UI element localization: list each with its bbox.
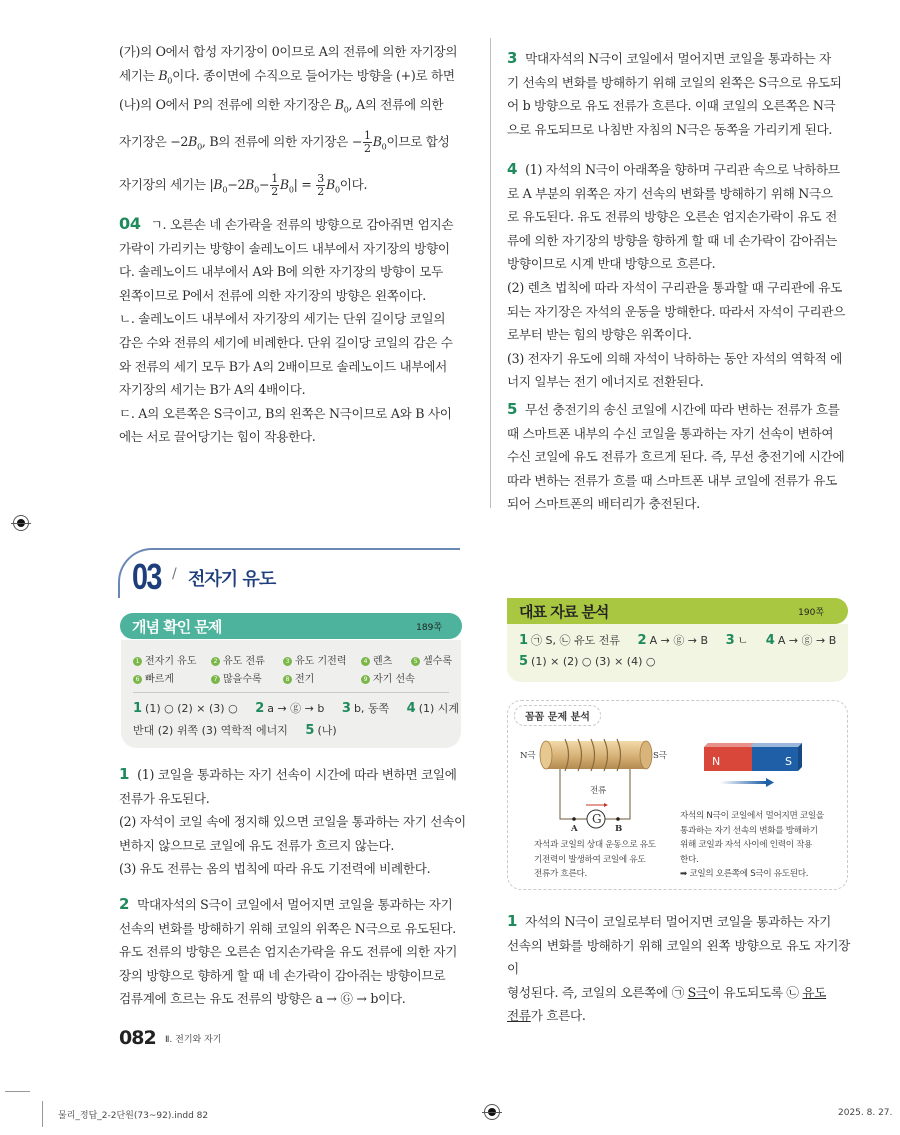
text-line: 왼쪽이므로 P에서 전류에 의한 자기장의 방향은 왼쪽이다. — [119, 287, 427, 303]
text-line: 04 ㄱ. 오른손 네 손가락을 전류의 방향으로 감아쥐면 엄지손 — [119, 214, 454, 233]
text-line: 선속의 변화를 방해하기 위해 코일의 왼쪽 방향으로 유도 자기장이 — [507, 937, 850, 977]
text-line: 전류가 유도된다. — [119, 790, 210, 806]
fraction: $\frac{3}{2}$ — [317, 171, 324, 198]
point-b-label: B — [615, 824, 622, 834]
registration-mark-bottom — [484, 1104, 500, 1120]
keyword-item: 5 셀수록 — [411, 652, 452, 667]
rep-answer-line-1: 1 ㉠ S, ㉡ 유도 전류 2 A → ⓖ → B 3 ㄴ 4 A → ⓖ → B — [519, 633, 837, 648]
text-line: 세기는 $B_0$이다. 종이면에 수직으로 들어가는 방향을 (+)로 하면 — [119, 67, 455, 86]
section-slash: / — [172, 566, 177, 582]
text-line: (2) 자석이 코일 속에 정지해 있으면 코일을 통과하는 자기 선속이 — [119, 814, 466, 830]
text-line: 5 무선 충전기의 송신 코일에 시간에 따라 변하는 전류가 흐를 — [507, 400, 840, 418]
text-line: 와 전류의 세기 모두 B가 A의 2배이므로 솔레노이드 내부에서 — [119, 358, 447, 374]
column-divider — [490, 38, 491, 508]
answer-2-bottom — [119, 893, 473, 1011]
text-line: 자기장은 $-2B_0$, B의 전류에 의한 자기장은 − $\frac{1}{2}$ $B_0$이므로 합성 — [119, 128, 450, 155]
coil-right-pole-label: S극 — [653, 751, 667, 761]
text-line: 류에 의한 자기장의 방향을 향하게 할 때 네 손가락이 감아쥐는 — [507, 232, 837, 248]
question-number: 1 — [507, 912, 518, 930]
text-line: 방향이므로 시계 반대 방향으로 흐른다. — [507, 256, 716, 272]
answer-04 — [119, 212, 473, 449]
left-caption: 자석과 코일의 상대 운동으로 유도 기전력이 발생하여 코일에 유도 전류가 흐른다. — [534, 840, 656, 879]
slug-filename: 물리_정답_2-2단원(73~92).indd 82 — [58, 1111, 209, 1121]
text-line: 어 b 방향으로 유도 전류가 흐른다. 이때 코일의 오른쪽은 N극 — [507, 98, 836, 114]
registration-mark-left — [13, 515, 29, 531]
slug-date: 2025. 8. 27. — [838, 1108, 893, 1118]
concept-check-box — [121, 640, 461, 748]
text-line: 1 (1) 코일을 통과하는 자기 선속이 시간에 따라 변하면 코일에 — [119, 765, 457, 783]
coil-left-pole-label: N극 — [520, 751, 536, 761]
text-line: ㄴ. 솔레노이드 내부에서 자기장의 세기는 단위 길이당 코일의 — [119, 311, 446, 327]
text-line: 4 (1) 자석의 N극이 아래쪽을 향하며 구리관 속으로 낙하하므 — [507, 160, 840, 178]
text-line: 으로 유도되므로 나침반 자침의 N극은 동쪽을 가리키게 된다. — [507, 121, 833, 137]
crop-mark-vertical — [42, 1101, 43, 1127]
current-label: 전류 — [590, 786, 607, 796]
top-left-paragraph — [119, 40, 473, 202]
text-line: ㄷ. A의 오른쪽은 S극이고, B의 왼쪽은 N극이므로 A와 B 사이 — [119, 405, 452, 421]
answer-1-bottom — [119, 763, 473, 881]
text-line: 변하지 않으므로 코일에 유도 전류가 흐르지 않는다. — [119, 837, 395, 853]
text-line: (3) 유도 전류는 옴의 법칙에 따라 유도 기전력에 비례한다. — [119, 861, 431, 877]
text-line: 유도 전류의 방향은 오른손 엄지손가락을 유도 전류에 의한 자기 — [119, 944, 458, 960]
keyword-row-2 — [133, 670, 453, 684]
text-line: 가락이 가리키는 방향이 솔레노이드 내부에서 자기장의 방향이 — [119, 240, 450, 256]
right-caption: 자석의 N극이 코일에서 멀어지면 코일을 통과하는 자기 선속의 변화를 방해하기 위해 코일과 자석 사이에 인력이 작용 한다. ➡ 코일의 오른쪽에 S극이 유도된다. — [680, 811, 824, 879]
keyword-item: 9 자기 선속 — [361, 670, 415, 685]
text-line: 너지 일부는 전기 에너지로 전환된다. — [507, 374, 704, 390]
problem-analysis-label: 꼼꼼 문제 분석 — [514, 705, 601, 726]
text-line: 1 자석의 N극이 코일로부터 멀어지면 코일을 통과하는 자기 — [507, 912, 831, 930]
point-a-label: A — [571, 824, 578, 834]
magnet-s-label: S — [785, 755, 792, 768]
question-number: 2 — [119, 895, 130, 913]
rep-data-page: 190쪽 — [798, 608, 824, 618]
text-line: 장의 방향으로 향하게 할 때 네 손가락이 감아쥐는 방향이므로 — [119, 967, 446, 983]
question-number: 3 — [507, 49, 518, 67]
text-line: 선속의 변화를 방해하기 위해 코일의 위쪽은 N극으로 유도된다. — [119, 920, 456, 936]
concept-check-title: 개념 확인 문제 — [132, 618, 222, 636]
chapter-label: Ⅱ. 전기와 자기 — [165, 1035, 222, 1045]
keyword-item: 7 많을수록 — [211, 670, 262, 685]
question-number: 04 — [119, 214, 141, 233]
answer-key-line-1: 1 (1) ○ (2) × (3) ○ 2 a → ⓖ → b 3 b, 동쪽 4 (1) 시계 — [133, 701, 460, 716]
page-number: 082 — [119, 1027, 156, 1049]
keyword-item: 1 전자기 유도 — [133, 652, 196, 667]
text-line: 3 막대자석의 N극이 코일에서 멀어지면 코일을 통과하는 자 — [507, 49, 831, 67]
keyword-item: 2 유도 전류 — [211, 652, 265, 667]
answer-5-top — [507, 398, 850, 516]
keyword-item: 4 렌츠 — [361, 652, 392, 667]
keyword-item: 3 유도 기전력 — [283, 652, 346, 667]
text-line: 2 막대자석의 S극이 코일에서 멀어지면 코일을 통과하는 자기 — [119, 895, 453, 913]
rep-data-title: 대표 자료 분석 — [519, 603, 609, 621]
text-line: (나)의 O에서 P의 전류에 의한 자기장은 $B_0$, A의 전류에 의한 — [119, 96, 444, 115]
crop-mark-horizontal — [5, 1091, 30, 1092]
rep-data-header — [507, 598, 848, 624]
text-line: 검류계에 흐르는 유도 전류의 방향은 a → Ⓖ → b이다. — [119, 991, 406, 1007]
text-line: 되어 스마트폰의 배터리가 충전된다. — [507, 496, 700, 512]
text-line: (2) 렌츠 법칙에 따라 자석이 구리관을 통과할 때 구리관에 유도 — [507, 279, 843, 295]
text-line: 수신 코일에 유도 전류가 흐르게 된다. 즉, 무선 충전기에 시간에 — [507, 449, 845, 465]
answer-1-rep — [507, 910, 850, 1028]
text-line: 기 선속의 변화를 방해하기 위해 코일의 왼쪽은 S극으로 유도되 — [507, 74, 842, 90]
section-title: 전자기 유도 — [188, 569, 276, 590]
text-line: 로 유도된다. 유도 전류의 방향은 오른손 엄지손가락이 유도 전 — [507, 209, 837, 225]
text-line: 되는 자기장은 자석의 운동을 방해한다. 따라서 자석이 구리관으 — [507, 303, 846, 319]
fraction: $\frac{1}{2}$ — [364, 128, 371, 155]
concept-check-header — [120, 613, 462, 639]
fraction: $\frac{1}{2}$ — [271, 171, 278, 198]
text-line: 때 스마트폰 내부의 수신 코일을 통과하는 자기 선속이 변하여 — [507, 425, 834, 441]
concept-check-page: 189쪽 — [416, 623, 442, 633]
galvanometer-label: G — [592, 812, 602, 826]
text-line: 로부터 받는 힘의 방향은 위쪽이다. — [507, 327, 692, 343]
text-line: 전류가 흐른다. — [507, 1008, 586, 1024]
rep-answer-line-2: 5 (1) × (2) ○ (3) × (4) ○ — [519, 654, 656, 669]
answer-4-top — [507, 158, 850, 394]
problem-analysis-box — [507, 700, 848, 890]
text-line: (3) 전자기 유도에 의해 자석이 낙하하는 동안 자석의 역학적 에 — [507, 350, 843, 366]
text-line: (가)의 O에서 합성 자기장이 0이므로 A의 전류에 의한 자기장의 — [119, 44, 458, 59]
text-line: 자기장의 세기는 $|B_0-2B_0-$ $\frac{1}{2}$ $B_0|$ = $\frac{3}{2}$ $B_0$이다. — [119, 171, 368, 198]
keyword-item: 8 전기 — [283, 670, 314, 685]
section-number: 03 — [132, 556, 161, 597]
divider — [133, 692, 449, 693]
question-number: 4 — [507, 160, 518, 178]
text-line: 형성된다. 즉, 코일의 오른쪽에 ㉠ S극이 유도되도록 ㉡ 유도 — [507, 984, 827, 1000]
answer-3-top — [507, 47, 850, 141]
question-number: 1 — [119, 765, 130, 783]
text-line: 감은 수와 전류의 세기에 비례한다. 단위 길이당 코일의 감은 수 — [119, 334, 453, 350]
answer-key-line-2: 반대 (2) 위쪽 (3) 역학적 에너지 5 (나) — [133, 723, 337, 738]
text-line: 에는 서로 끌어당기는 힘이 작용한다. — [119, 429, 316, 445]
section-header-frame — [118, 548, 460, 598]
magnet-n-label: N — [712, 755, 720, 768]
text-line: 다. 솔레노이드 내부에서 A와 B에 의한 자기장의 방향이 모두 — [119, 264, 443, 280]
rep-data-box — [507, 624, 848, 682]
text-line: 로 A 부분의 위쪽은 자기 선속의 변화를 방해하기 위해 N극으 — [507, 185, 833, 201]
keyword-item: 6 빠르게 — [133, 670, 174, 685]
text-line: 자기장의 세기는 B가 A의 4배이다. — [119, 382, 306, 398]
keyword-row-1 — [133, 652, 453, 666]
text-line: 따라 변하는 전류가 흐를 때 스마트폰 내부 코일에 전류가 유도 — [507, 472, 837, 488]
question-number: 5 — [507, 400, 518, 418]
